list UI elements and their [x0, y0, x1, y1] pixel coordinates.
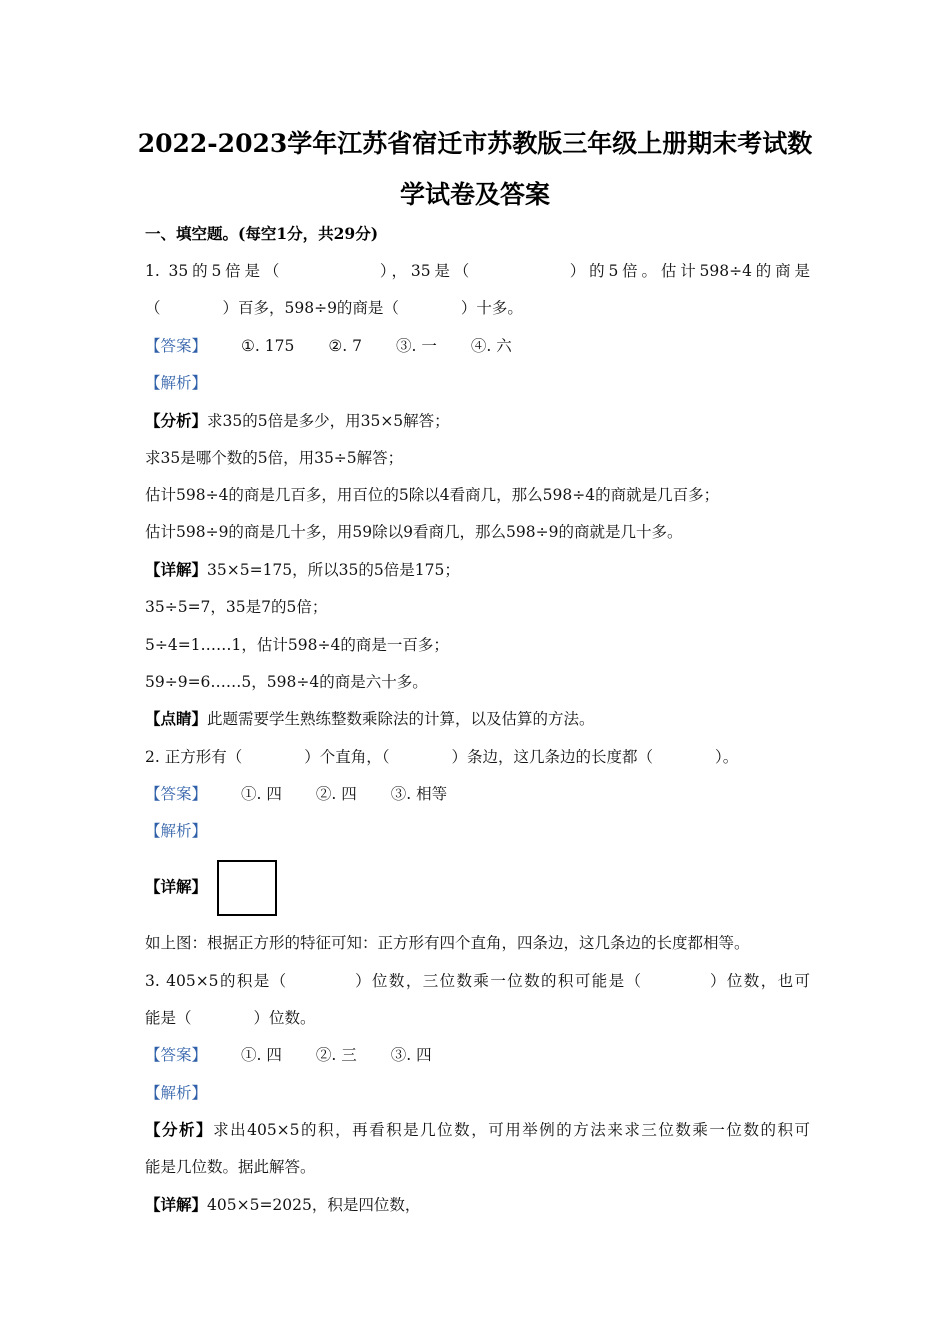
q1-dianjing-text: 此题需要学生熟练整数乘除法的计算，以及估算的方法。	[207, 710, 595, 728]
q1-answer-3: ③. 一	[395, 337, 437, 355]
document-title-line-1: 2022-2023学年江苏省宿迁市苏教版三年级上册期末考试数	[137, 129, 813, 158]
q2-answer-3: ③. 相等	[390, 785, 448, 803]
q3-xiangjie-text-1: 405×5=2025，积是四位数，	[207, 1196, 421, 1214]
fenxi-label: 【分析】	[145, 1120, 214, 1139]
q1-fenxi-line-3: 估计598÷4的商是几百多，用百位的5除以4看商几，那么598÷4的商就是几百多；	[145, 486, 720, 504]
answer-label: 【答案】	[145, 1046, 208, 1064]
q3-answer-1: ①. 四	[241, 1046, 282, 1064]
xiangjie-label: 【详解】	[145, 877, 208, 896]
q3-answer-3: ③. 四	[390, 1046, 432, 1064]
q2-answer-row	[145, 784, 810, 804]
q3-stem-line-1: 3. 405×5的积是（ ）位数，三位数乘一位数的积可能是（ ）位数，也可	[145, 972, 810, 990]
q1-analysis-label: 【解析】	[145, 374, 208, 392]
document-title-line-2: 学试卷及答案	[399, 180, 550, 209]
q3-stem-line-2: 能是（ ）位数。	[145, 1009, 316, 1027]
q1-xiangjie-line-4: 59÷9=6……5，598÷4的商是六十多。	[145, 673, 428, 691]
q3-fenxi-line-2: 能是几位数。据此解答。	[145, 1158, 316, 1176]
q1-stem-line-1: 1. 35的5倍是（ ），35是（ ）的5倍。估计598÷4的商是	[145, 262, 810, 280]
q3-fenxi-line-1	[145, 1120, 810, 1140]
section-heading: 一、填空题。(每空1分，共29分)	[145, 224, 379, 243]
q1-xiangjie-text-1: 35×5=175，所以35的5倍是175；	[207, 561, 460, 579]
q3-analysis-label: 【解析】	[145, 1084, 208, 1102]
answer-label: 【答案】	[145, 337, 208, 355]
q1-stem-line-2: （ ）百多，598÷9的商是（ ）十多。	[145, 299, 523, 317]
q3-answer-row	[145, 1045, 810, 1065]
answer-label: 【答案】	[145, 785, 208, 803]
dianjing-label: 【点睛】	[145, 709, 208, 728]
q1-answer-2: ②. 7	[328, 337, 362, 355]
q1-fenxi-line-4: 估计598÷9的商是几十多，用59除以9看商几，那么598÷9的商就是几十多。	[145, 523, 683, 541]
q2-analysis-label: 【解析】	[145, 822, 208, 840]
q1-xiangjie-line-3: 5÷4=1……1，估计598÷4的商是一百多；	[145, 636, 449, 654]
q1-xiangjie-line-2: 35÷5=7，35是7的5倍；	[145, 598, 328, 616]
q1-answer-row	[145, 336, 810, 356]
q3-answer-2: ②. 三	[315, 1046, 357, 1064]
q1-answer-4: ④. 六	[470, 337, 512, 355]
q1-dianjing-line	[145, 709, 810, 729]
q2-explain: 如上图：根据正方形的特征可知：正方形有四个直角，四条边，这几条边的长度都相等。	[145, 934, 750, 952]
q1-fenxi-text-1: 求35的5倍是多少，用35×5解答；	[207, 412, 450, 430]
q1-fenxi-line-2: 求35是哪个数的5倍，用35÷5解答；	[145, 449, 404, 467]
q1-answer-1: ①. 175	[241, 337, 295, 355]
q2-answer-1: ①. 四	[241, 785, 282, 803]
q3-xiangjie-line-1	[145, 1195, 810, 1215]
square-figure	[217, 860, 277, 916]
xiangjie-label: 【详解】	[145, 560, 208, 579]
q2-stem: 2. 正方形有（ ）个直角，（ ）条边，这几条边的长度都（ ）。	[145, 748, 739, 766]
q1-xiangjie-line-1	[145, 560, 810, 580]
q2-answer-2: ②. 四	[315, 785, 357, 803]
q3-fenxi-text-1: 求出405×5的积，再看积是几位数，可用举例的方法来求三位数乘一位数的积可	[213, 1121, 810, 1139]
fenxi-label: 【分析】	[145, 411, 208, 430]
q1-fenxi-line-1	[145, 411, 810, 431]
xiangjie-label: 【详解】	[145, 1195, 208, 1214]
